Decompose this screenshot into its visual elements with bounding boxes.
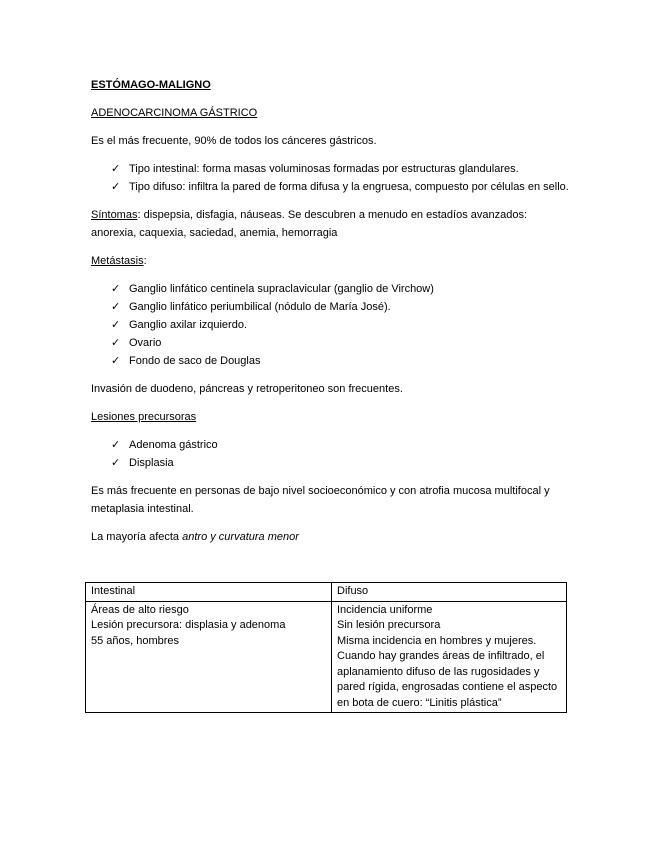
document-page <box>91 76 571 556</box>
document-title: ESTÓMAGO-MALIGNO <box>91 79 211 91</box>
column-header-intestinal: Intestinal <box>86 583 332 602</box>
metastasis-label: Metástasis <box>91 255 144 267</box>
checkmark-icon: ✓ <box>111 181 121 193</box>
table-row <box>86 601 567 713</box>
list-item-text: Ovario <box>129 337 162 349</box>
checkmark-icon: ✓ <box>111 355 121 367</box>
precursors-list <box>91 436 571 472</box>
checkmark-icon: ✓ <box>111 439 121 451</box>
checkmark-icon: ✓ <box>111 319 121 331</box>
precursors-heading <box>91 408 571 426</box>
list-item-text: Ganglio axilar izquierdo. <box>129 319 248 331</box>
cell-line: 55 años, hombres <box>91 634 180 647</box>
list-item-text: Displasia <box>129 457 174 469</box>
metastasis-heading <box>91 252 571 270</box>
cell-line: Sin lesión precursora <box>337 619 441 631</box>
list-item-text: Adenoma gástrico <box>129 439 218 451</box>
intro-paragraph: Es el más frecuente, 90% de todos los cánceres gástricos. <box>91 135 377 147</box>
metastasis-list <box>91 280 571 370</box>
list-item <box>111 436 571 454</box>
cell-line: Lesión precursora: displasia y adenoma <box>91 619 286 631</box>
list-item <box>111 280 571 298</box>
checkmark-icon: ✓ <box>111 283 121 295</box>
cell-line: Áreas de alto riesgo <box>91 603 189 616</box>
list-item-text: Ganglio linfático centinela supraclavicular (ganglio de Virchow) <box>129 283 434 295</box>
list-item-text: Tipo difuso: infiltra la pared de forma difusa y la engruesa, compuesto por células en sello. <box>129 181 569 193</box>
location-emphasis: antro y curvatura menor <box>182 531 299 543</box>
list-item-text: Ganglio linfático periumbilical (nódulo de María José). <box>129 301 391 313</box>
symptoms-text: : dispepsia, disfagia, náuseas. Se descubren a menudo en estadíos avanzados: anorexia, caquexia, saciedad, anemia, hemorragia <box>91 209 528 239</box>
frequency-paragraph: Es más frecuente en personas de bajo nivel socioeconómico y con atrofia mucosa multifocal y metaplasia intestinal. <box>91 485 550 515</box>
cell-line: Incidencia uniforme <box>337 603 433 616</box>
list-item-text: Fondo de saco de Douglas <box>129 355 261 367</box>
checkmark-icon: ✓ <box>111 301 121 313</box>
list-item <box>111 160 571 178</box>
location-prefix: La mayoría afecta <box>91 531 183 543</box>
cell-line: Misma incidencia en hombres y mujeres. <box>337 634 537 647</box>
column-header-difuso: Difuso <box>332 583 567 602</box>
comparison-table <box>85 582 567 713</box>
list-item-text: Tipo intestinal: forma masas voluminosas formadas por estructuras glandulares. <box>129 163 519 175</box>
list-item <box>111 334 571 352</box>
symptoms-label: Síntomas <box>91 209 138 221</box>
list-item <box>111 352 571 370</box>
precursors-label: Lesiones precursoras <box>91 411 197 423</box>
table-header-row <box>86 583 567 602</box>
checkmark-icon: ✓ <box>111 457 121 469</box>
checkmark-icon: ✓ <box>111 163 121 175</box>
symptoms-paragraph <box>91 206 571 242</box>
cell-difuso <box>332 601 567 713</box>
location-paragraph <box>91 528 571 546</box>
list-item <box>111 298 571 316</box>
checkmark-icon: ✓ <box>111 337 121 349</box>
invasion-paragraph: Invasión de duodeno, páncreas y retroperitoneo son frecuentes. <box>91 383 403 395</box>
cell-line: Cuando hay grandes áreas de infiltrado, el aplanamiento difuso de las rugosidades y pared rígida, engrosadas contiene el aspecto en bota de cuero: “Linitis plástica” <box>337 650 558 709</box>
metastasis-colon: : <box>143 255 147 267</box>
cell-intestinal <box>86 601 332 713</box>
list-item <box>111 178 571 196</box>
types-list <box>91 160 571 196</box>
list-item <box>111 454 571 472</box>
list-item <box>111 316 571 334</box>
section-heading-adenocarcinoma: ADENOCARCINOMA GÁSTRICO <box>91 107 258 119</box>
